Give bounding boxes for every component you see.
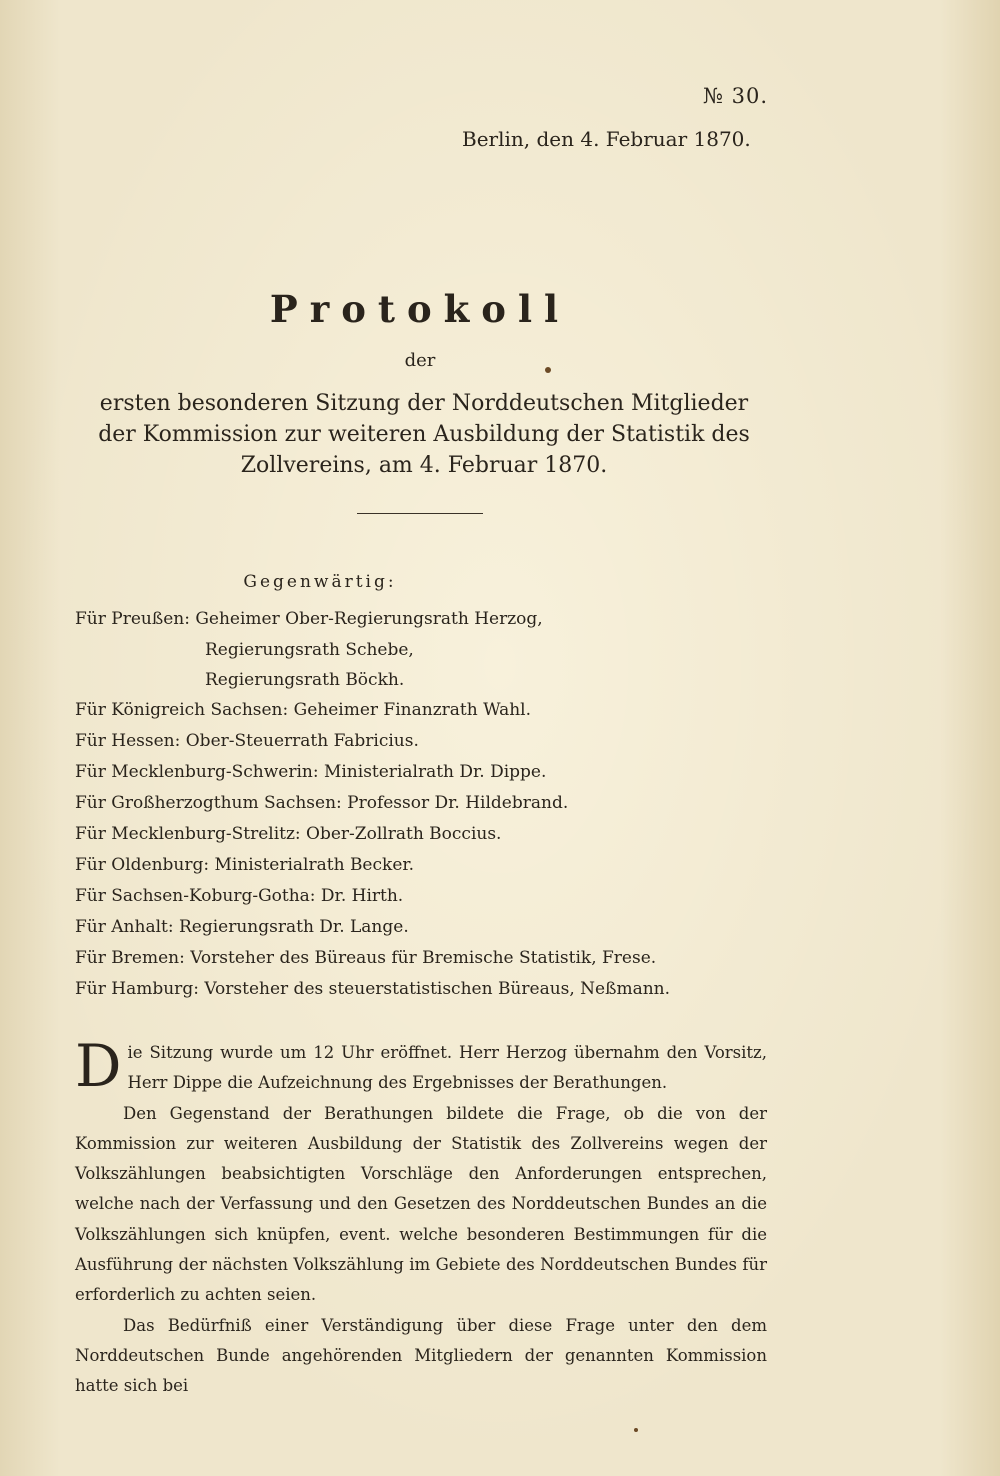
attendee-entry: Für Sachsen-Koburg-Gotha: Dr. Hirth.	[75, 886, 404, 906]
document-subtitle: ersten besonderen Sitzung der Norddeutschen Mitglieder der Kommission zur weiteren Ausbildung der Statistik des Zollvereins, am 4. Februar 1870.	[98, 391, 750, 478]
paragraph-opening	[75, 1032, 767, 1100]
separator-rule	[357, 513, 483, 514]
page-number: № 30.	[703, 84, 768, 108]
ink-speck	[634, 1428, 638, 1432]
present-heading: Gegenwärtig:	[243, 572, 397, 592]
paragraph-text: ie Sitzung wurde um 12 Uhr eröffnet. Herr Herzog übernahm den Vorsitz, Herr Dippe die Aufzeichnung des Ergebnisses der Berathungen.	[127, 1043, 767, 1093]
attendee-entry: Für Hamburg: Vorsteher des steuerstatistischen Büreaus, Neßmann.	[75, 979, 671, 999]
drop-cap: D	[75, 1032, 122, 1100]
attendee-entry: Für Mecklenburg-Strelitz: Ober-Zollrath Boccius.	[75, 824, 502, 844]
minutes-body	[75, 1032, 767, 1402]
dateline: Berlin, den 4. Februar 1870.	[462, 127, 751, 151]
attendee-entry: Für Oldenburg: Ministerialrath Becker.	[75, 855, 415, 875]
attendee-entry: Für Mecklenburg-Schwerin: Ministerialrath Dr. Dippe.	[75, 762, 547, 782]
attendee-entry: Für Hessen: Ober-Steuerrath Fabricius.	[75, 731, 419, 751]
attendee-list	[75, 604, 775, 1005]
attendee-entry: Für Königreich Sachsen: Geheimer Finanzrath Wahl.	[75, 700, 532, 720]
attendee-line: Regierungsrath Böckh.	[205, 670, 405, 690]
attendee-entry: Für Großherzogthum Sachsen: Professor Dr. Hildebrand.	[75, 793, 569, 813]
document-title: Protokoll	[269, 287, 571, 331]
attendee-entry: Für Bremen: Vorsteher des Büreaus für Bremische Statistik, Frese.	[75, 948, 657, 968]
attendee-line: Für Preußen: Geheimer Ober-Regierungsrath Herzog,	[75, 609, 543, 629]
paragraph-subject: Den Gegenstand der Berathungen bildete die Frage, ob die von der Kommission zur weiteren Ausbildung der Statistik des Zollvereins wegen der Volkszählungen beabsichtigten Vorschläge den Anforderungen entsprechen, welche nach der Verfassung und den Gesetzen des Norddeutschen Bundes an die Volkszählungen sich knüpfen, event. welche besonderen Bestimmungen für die Ausführung der nächsten Volkszählung im Gebiete des Norddeutschen Bundes für erforderlich zu achten seien.	[75, 1103, 767, 1305]
attendee-line: Regierungsrath Schebe,	[205, 640, 414, 660]
attendee-entry	[75, 604, 775, 695]
attendee-entry: Für Anhalt: Regierungsrath Dr. Lange.	[75, 917, 409, 937]
title-connector: der	[404, 350, 436, 371]
paragraph-need: Das Bedürfniß einer Verständigung über diese Frage unter den dem Norddeutschen Bunde angehörenden Mitgliedern der genannten Kommission hatte sich bei	[75, 1315, 767, 1396]
